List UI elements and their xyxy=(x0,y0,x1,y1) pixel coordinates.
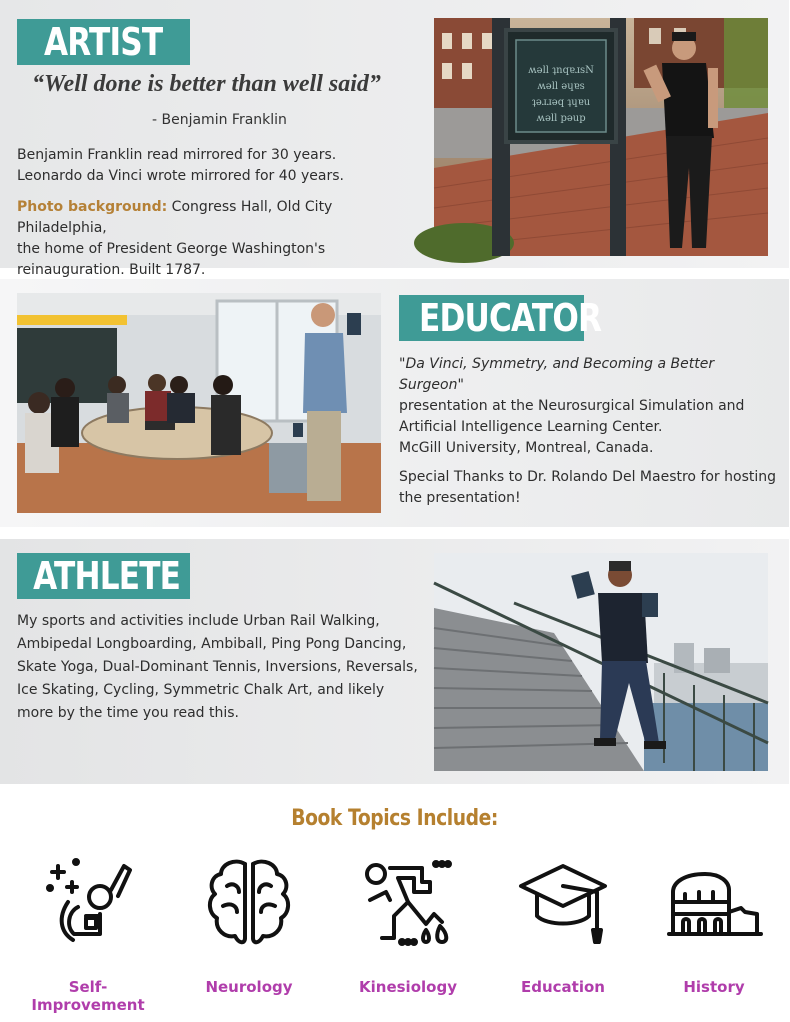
educator-section xyxy=(0,279,789,527)
label-history: History xyxy=(683,978,745,996)
artist-photo xyxy=(434,18,768,256)
educator-heading: EDUCATOR xyxy=(399,295,584,341)
runner-icon xyxy=(356,852,456,952)
topic-neurology xyxy=(174,852,324,952)
educator-photo xyxy=(17,293,381,513)
label-neurology: Neurology xyxy=(205,978,293,996)
mirror-read-line: Benjamin Franklin read mirrored for 30 years. xyxy=(17,147,337,163)
photo-background-label: Photo background: xyxy=(17,199,168,215)
sign-text-4: ʍǝll pǝup xyxy=(536,113,586,124)
university-line: McGill University, Montreal, Canada. xyxy=(399,440,654,456)
athlete-text: My sports and activities include Urban Rail Walking, Ambipedal Longboarding, Ambiball, Ping Pong Dancing, Skate Yoga, Dual-Dominant Tennis, Inversions, Reversals, Ice Skating, Cycling, Symmetric Chalk Art, and likely more by the time you read this. xyxy=(17,613,418,721)
mirror-write-line: Leonardo da Vinci wrote mirrored for 40 years. xyxy=(17,168,344,184)
thanks-line: Special Thanks to Dr. Rolando Del Maestro for hosting xyxy=(399,469,777,485)
photo-background-note: Photo background: Congress Hall, Old City Philadelphia, xyxy=(17,199,333,236)
franklin-quote: “Well done is better than well said” xyxy=(32,71,381,97)
educator-text: "Da Vinci, Symmetry, and Becoming a Better Surgeon" presentation at the Neurosurgical Simulation and Artificial Intelligence Learning Center. McGill University, Montreal, Canada. Special Thanks to Dr. Rolando Del Maestro for hosting the presentation! xyxy=(399,354,779,509)
artist-section xyxy=(0,0,789,278)
artist-text: Benjamin Franklin read mirrored for 30 years. Leonardo da Vinci wrote mirrored for 40 years. Photo background: Congress Hall, Old City Philadelphia, the home of President George Washington's reinauguration. Built 1787. xyxy=(17,145,417,281)
athlete-photo xyxy=(434,553,768,771)
topic-education xyxy=(488,852,638,952)
sign-text-1: ʍǝll ʇnqɐɹsN xyxy=(528,65,594,76)
label-kinesiology: Kinesiology xyxy=(359,978,457,996)
athlete-heading: ATHLETE xyxy=(17,553,190,599)
label-self-improvement: Self-Improvement xyxy=(31,978,145,1014)
sign-text-3: ʇǝɹɹǝq ʇɥɐu xyxy=(531,97,591,108)
colosseum-icon xyxy=(665,852,765,952)
hero-icon xyxy=(38,852,138,952)
quote-attribution: - Benjamin Franklin xyxy=(152,112,287,128)
artist-heading: ARTIST xyxy=(17,19,190,65)
topic-kinesiology xyxy=(331,852,481,952)
topic-self-improvement xyxy=(13,852,163,952)
book-topics-title: Book Topics Include: xyxy=(291,806,498,831)
graduation-cap-icon xyxy=(513,852,613,952)
sign-text-2: ʍǝll ǝɥɐs xyxy=(537,81,585,92)
label-education: Education xyxy=(521,978,605,996)
brain-icon xyxy=(199,852,299,952)
presentation-title: "Da Vinci, Symmetry, and Becoming a Better Surgeon" xyxy=(399,356,715,393)
topic-history xyxy=(640,852,790,952)
athlete-section xyxy=(0,539,789,784)
